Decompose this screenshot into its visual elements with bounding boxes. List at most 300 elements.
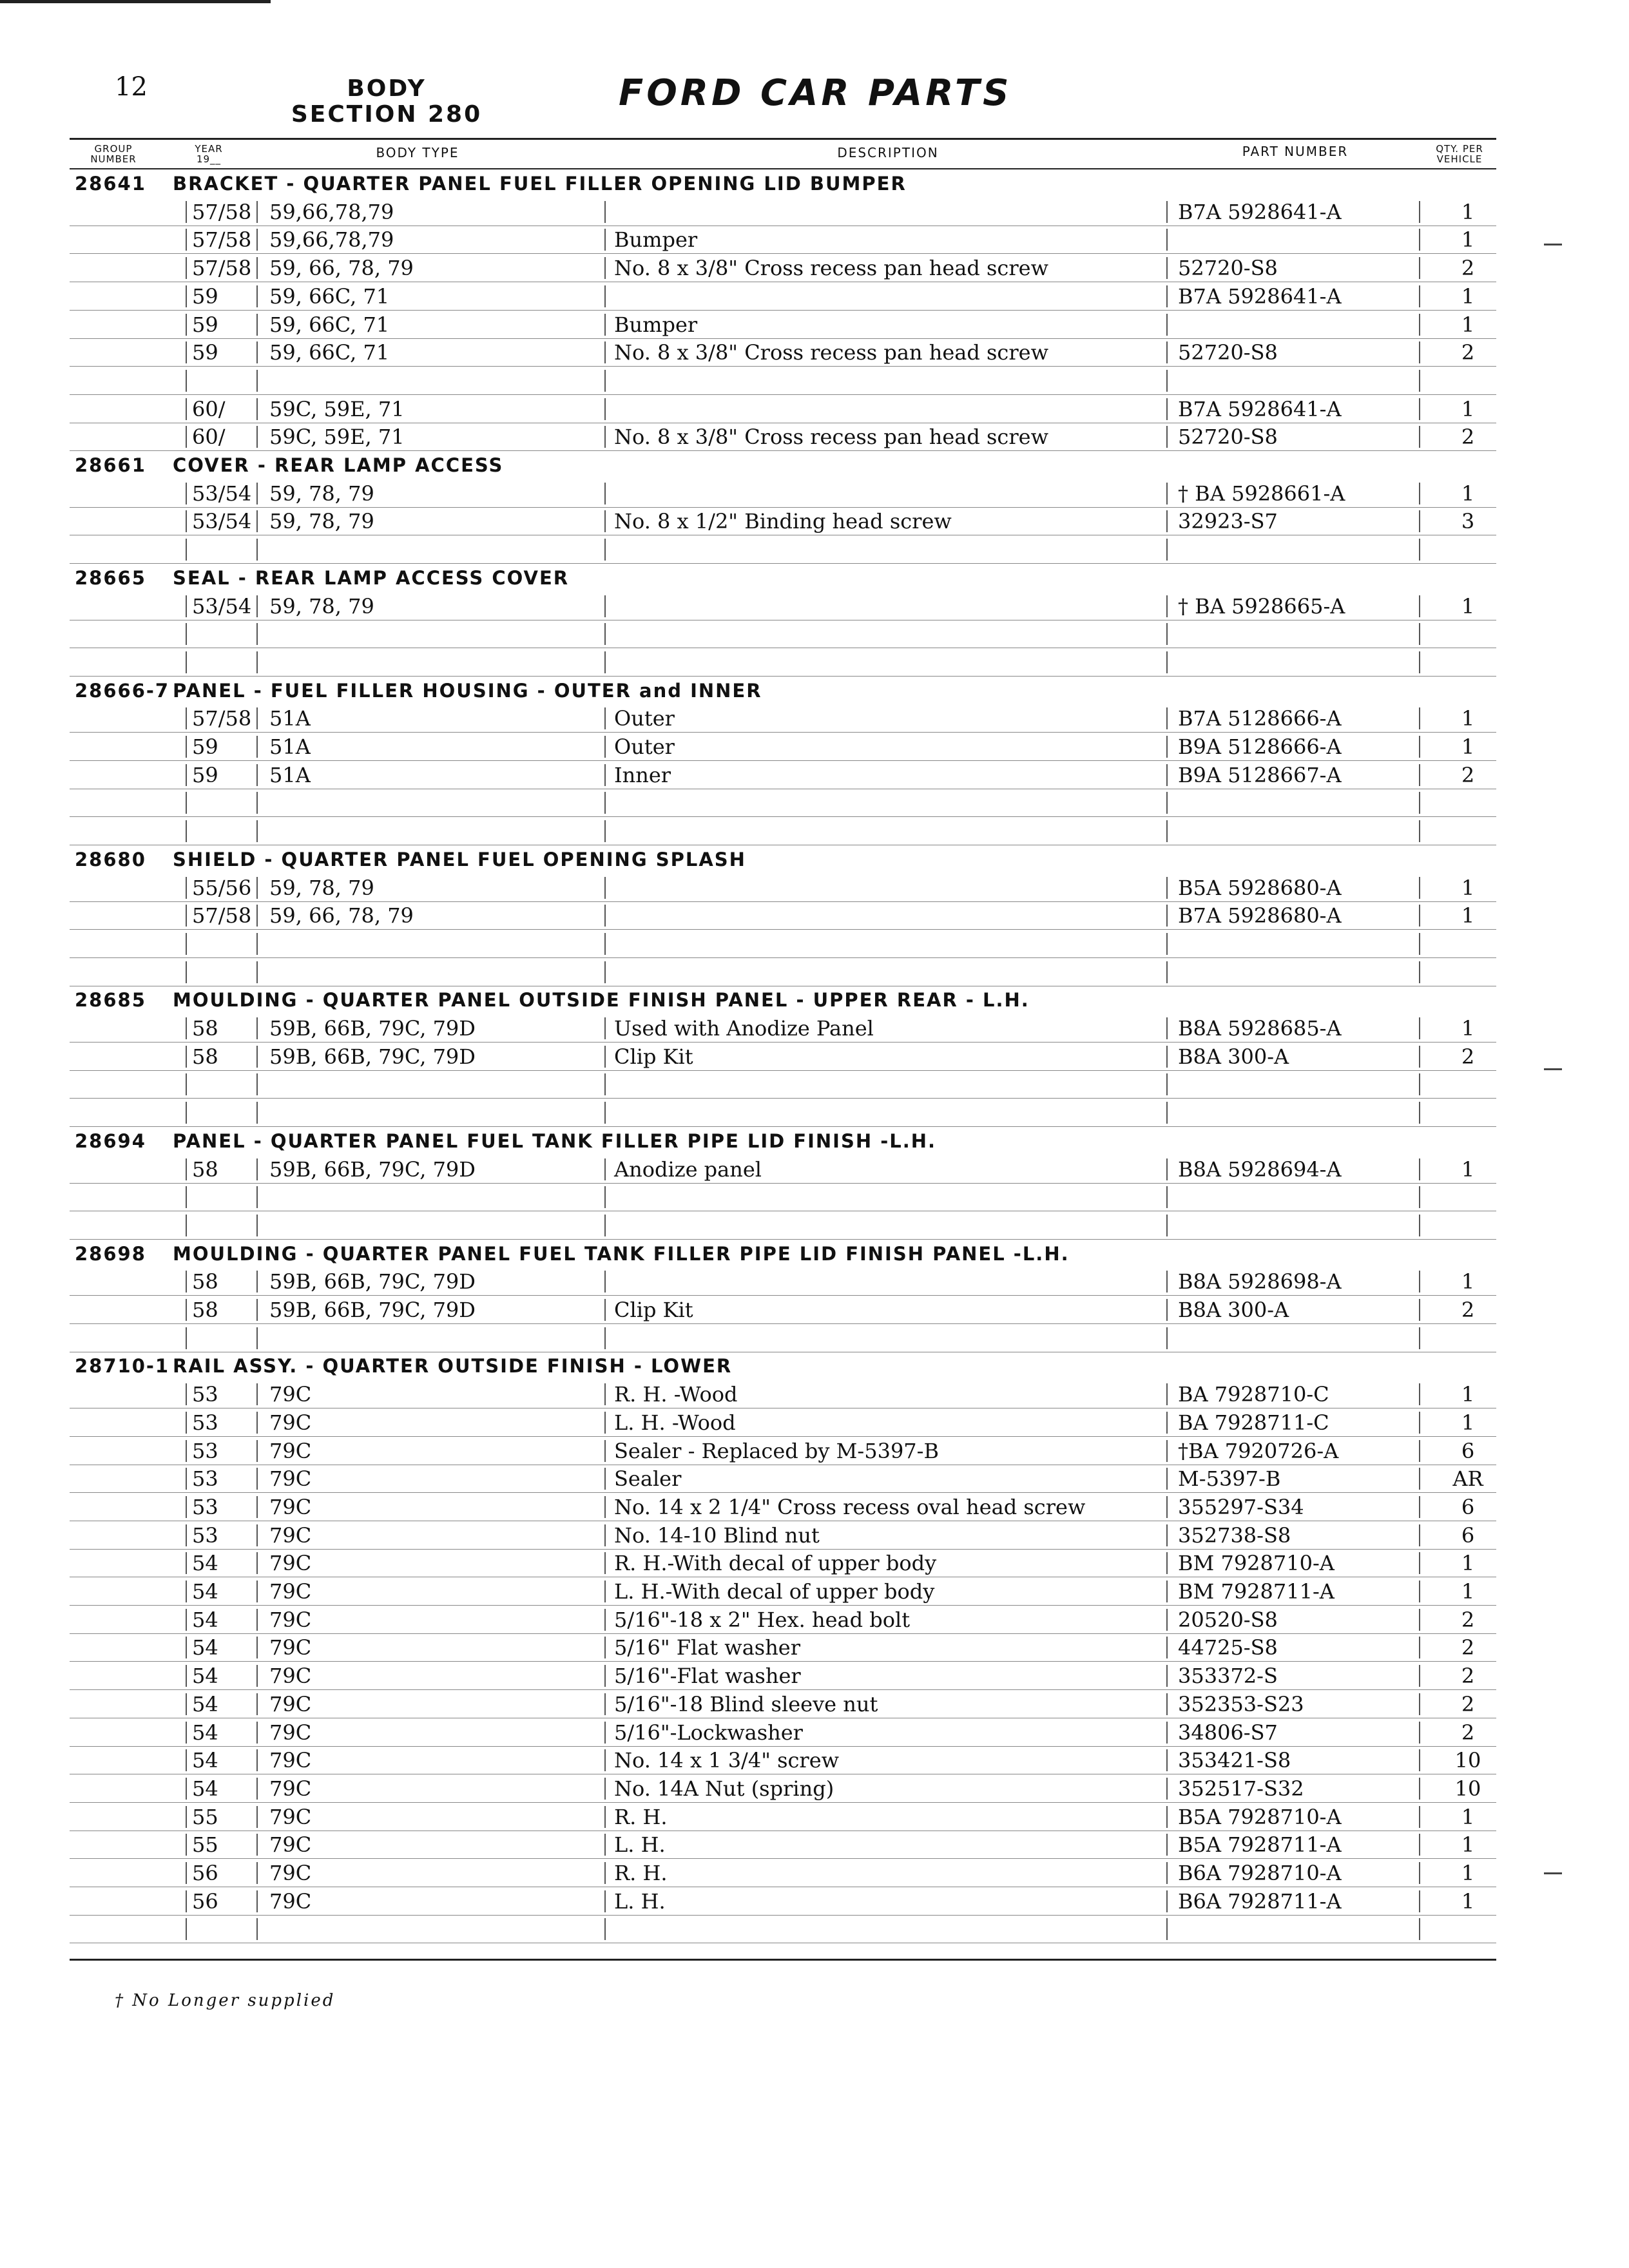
column-divider bbox=[1419, 398, 1420, 420]
column-divider bbox=[604, 1496, 606, 1518]
part-number-cell: M-5397-B bbox=[1178, 1466, 1281, 1492]
quantity-cell: 1 bbox=[1461, 706, 1475, 731]
description-cell: 5/16"-Flat washer bbox=[614, 1664, 801, 1689]
group-header-row bbox=[70, 676, 1496, 704]
column-divider bbox=[1166, 1890, 1168, 1912]
column-divider bbox=[604, 1806, 606, 1828]
body-type-cell: 79C bbox=[269, 1466, 312, 1492]
column-divider bbox=[1419, 764, 1420, 786]
column-divider bbox=[1166, 539, 1168, 561]
column-divider bbox=[1419, 229, 1420, 251]
group-title: COVER - REAR LAMP ACCESS bbox=[173, 454, 504, 476]
part-number-cell: BA 7928711-C bbox=[1178, 1410, 1329, 1435]
column-divider bbox=[604, 1158, 606, 1180]
quantity-cell: 1 bbox=[1461, 875, 1475, 900]
group-title: RAIL ASSY. - QUARTER OUTSIDE FINISH - LOWER bbox=[173, 1355, 733, 1378]
part-number-cell: 355297-S34 bbox=[1178, 1494, 1304, 1519]
column-divider bbox=[186, 1383, 187, 1405]
table-row bbox=[70, 1830, 1496, 1859]
body-type-cell: 59C, 59E, 71 bbox=[269, 425, 405, 450]
body-type-cell: 59, 78, 79 bbox=[269, 593, 374, 619]
column-divider bbox=[1166, 1722, 1168, 1744]
blank-row bbox=[70, 816, 1496, 845]
column-divider bbox=[604, 1524, 606, 1546]
column-divider bbox=[186, 792, 187, 814]
table-row bbox=[70, 1858, 1496, 1887]
column-divider bbox=[1166, 1496, 1168, 1518]
column-divider bbox=[1419, 1552, 1420, 1574]
column-divider bbox=[1166, 1073, 1168, 1095]
body-type-cell: 59,66,78,79 bbox=[269, 199, 394, 224]
column-divider bbox=[1419, 820, 1420, 842]
column-divider bbox=[604, 905, 606, 927]
column-divider bbox=[1419, 1693, 1420, 1715]
column-divider bbox=[256, 651, 258, 673]
column-divider bbox=[256, 229, 258, 251]
column-divider bbox=[186, 341, 187, 363]
column-divider bbox=[604, 1046, 606, 1068]
quantity-cell: 10 bbox=[1454, 1748, 1481, 1773]
column-divider bbox=[256, 483, 258, 505]
column-divider bbox=[1419, 1834, 1420, 1856]
margin-mark bbox=[1544, 1872, 1562, 1874]
part-number-cell: BM 7928710-A bbox=[1178, 1551, 1335, 1576]
table-row bbox=[70, 1689, 1496, 1718]
column-divider bbox=[256, 1412, 258, 1434]
column-divider bbox=[186, 539, 187, 561]
column-divider bbox=[186, 1778, 187, 1800]
quantity-cell: 1 bbox=[1461, 1551, 1475, 1576]
column-divider bbox=[256, 341, 258, 363]
table-row bbox=[70, 732, 1496, 761]
column-divider bbox=[256, 1665, 258, 1687]
column-divider bbox=[1419, 314, 1420, 336]
column-divider bbox=[256, 398, 258, 420]
column-divider bbox=[1166, 1327, 1168, 1349]
column-divider bbox=[1419, 1440, 1420, 1462]
group-number: 28710-1 bbox=[75, 1355, 170, 1378]
column-divider bbox=[1166, 1158, 1168, 1180]
column-divider bbox=[604, 1327, 606, 1349]
column-divider bbox=[256, 1468, 258, 1490]
column-divider bbox=[1419, 651, 1420, 673]
part-number-cell: B8A 5928698-A bbox=[1178, 1269, 1342, 1294]
column-divider bbox=[604, 1440, 606, 1462]
quantity-cell: AR bbox=[1452, 1466, 1483, 1492]
column-divider bbox=[186, 707, 187, 729]
year-cell: 53 bbox=[192, 1523, 218, 1548]
column-divider bbox=[604, 314, 606, 336]
column-divider bbox=[256, 510, 258, 532]
table-row bbox=[70, 1014, 1496, 1043]
description-cell: Clip Kit bbox=[614, 1298, 693, 1322]
column-divider bbox=[186, 1665, 187, 1687]
column-divider bbox=[186, 961, 187, 983]
body-type-cell: 79C bbox=[269, 1579, 312, 1604]
column-divider bbox=[1419, 1073, 1420, 1095]
column-divider bbox=[186, 510, 187, 532]
description-cell: No. 8 x 3/8" Cross recess pan head screw bbox=[614, 340, 1048, 365]
column-divider bbox=[1166, 1552, 1168, 1574]
body-type-cell: 79C bbox=[269, 1410, 312, 1435]
table-row bbox=[70, 1718, 1496, 1747]
column-divider bbox=[1166, 651, 1168, 673]
description-cell: Sealer - Replaced by M-5397-B bbox=[614, 1438, 939, 1463]
column-divider bbox=[1419, 1017, 1420, 1039]
column-divider bbox=[186, 1890, 187, 1912]
column-divider bbox=[604, 1722, 606, 1744]
group-title: MOULDING - QUARTER PANEL FUEL TANK FILLER PIPE LID FINISH PANEL -L.H. bbox=[173, 1242, 1070, 1265]
column-divider bbox=[256, 1890, 258, 1912]
group-number: 28698 bbox=[75, 1242, 146, 1265]
column-divider bbox=[256, 1186, 258, 1208]
part-number-cell: †BA 7920726-A bbox=[1178, 1438, 1339, 1463]
column-divider bbox=[604, 483, 606, 505]
column-divider bbox=[1166, 1665, 1168, 1687]
body-type-cell: 79C bbox=[269, 1635, 312, 1660]
table-row bbox=[70, 253, 1496, 282]
year-cell: 59 bbox=[192, 312, 218, 337]
quantity-cell: 1 bbox=[1461, 481, 1475, 506]
column-divider bbox=[1419, 285, 1420, 307]
description-cell: No. 14 x 1 3/4" screw bbox=[614, 1748, 840, 1773]
table-row bbox=[70, 338, 1496, 367]
column-divider bbox=[256, 1327, 258, 1349]
group-title: MOULDING - QUARTER PANEL OUTSIDE FINISH PANEL - UPPER REAR - L.H. bbox=[173, 989, 1030, 1012]
column-divider bbox=[1166, 1862, 1168, 1884]
column-divider bbox=[1419, 1665, 1420, 1687]
column-divider bbox=[1419, 201, 1420, 223]
column-divider bbox=[256, 1158, 258, 1180]
column-divider bbox=[1419, 1722, 1420, 1744]
column-divider bbox=[186, 1046, 187, 1068]
column-divider bbox=[604, 792, 606, 814]
description-cell: R. H. bbox=[614, 1861, 668, 1885]
year-cell: 54 bbox=[192, 1664, 218, 1689]
column-divider bbox=[1166, 595, 1168, 617]
part-number-cell: BM 7928711-A bbox=[1178, 1579, 1335, 1604]
column-divider bbox=[256, 314, 258, 336]
part-number-cell: B6A 7928711-A bbox=[1178, 1888, 1342, 1914]
column-divider bbox=[186, 201, 187, 223]
column-divider bbox=[1166, 1046, 1168, 1068]
blank-row bbox=[70, 1211, 1496, 1240]
description-cell: L. H. bbox=[614, 1832, 666, 1858]
column-divider bbox=[604, 1749, 606, 1771]
body-type-cell: 79C bbox=[269, 1382, 312, 1407]
description-cell: 5/16"-Lockwasher bbox=[614, 1720, 803, 1745]
description-cell: Bumper bbox=[614, 312, 698, 337]
column-divider bbox=[256, 1271, 258, 1293]
column-divider bbox=[186, 370, 187, 392]
quantity-cell: 2 bbox=[1461, 425, 1475, 450]
part-number-cell: 352353-S23 bbox=[1178, 1691, 1304, 1716]
group-header-row bbox=[70, 985, 1496, 1014]
body-label: BODY bbox=[347, 75, 427, 102]
blank-row bbox=[70, 1098, 1496, 1127]
blank-row bbox=[70, 1182, 1496, 1211]
column-divider bbox=[1419, 905, 1420, 927]
column-divider bbox=[256, 1722, 258, 1744]
column-divider bbox=[604, 1890, 606, 1912]
quantity-cell: 1 bbox=[1461, 1861, 1475, 1885]
column-divider bbox=[604, 1609, 606, 1631]
column-divider bbox=[186, 1693, 187, 1715]
part-number-cell: 352517-S32 bbox=[1178, 1776, 1304, 1801]
column-divider bbox=[1166, 1806, 1168, 1828]
column-divider bbox=[186, 1215, 187, 1236]
part-number-cell: 52720-S8 bbox=[1178, 256, 1278, 281]
year-cell: 59 bbox=[192, 340, 218, 365]
column-divider bbox=[1419, 877, 1420, 899]
column-divider bbox=[1419, 1890, 1420, 1912]
table-row bbox=[70, 901, 1496, 930]
column-divider bbox=[604, 1299, 606, 1321]
column-divider bbox=[256, 1524, 258, 1546]
column-divider bbox=[186, 1609, 187, 1631]
column-divider bbox=[1166, 764, 1168, 786]
column-divider bbox=[256, 1102, 258, 1124]
part-number-cell: 352738-S8 bbox=[1178, 1523, 1291, 1548]
column-divider bbox=[256, 1637, 258, 1658]
catalog-title: FORD CAR PARTS bbox=[619, 72, 1012, 114]
year-cell: 60/ bbox=[192, 425, 226, 450]
column-divider bbox=[1166, 426, 1168, 448]
column-divider bbox=[1166, 285, 1168, 307]
column-divider bbox=[186, 623, 187, 645]
table-row bbox=[70, 1605, 1496, 1634]
column-divider bbox=[1419, 483, 1420, 505]
column-divider bbox=[256, 1017, 258, 1039]
column-divider bbox=[256, 1581, 258, 1602]
quantity-cell: 10 bbox=[1454, 1776, 1481, 1801]
part-number-cell: 52720-S8 bbox=[1178, 340, 1278, 365]
column-divider bbox=[186, 1749, 187, 1771]
part-number-cell: 353421-S8 bbox=[1178, 1748, 1291, 1773]
column-divider bbox=[1166, 1918, 1168, 1940]
table-row bbox=[70, 1155, 1496, 1184]
column-divider bbox=[604, 1918, 606, 1940]
part-number-cell: † BA 5928665-A bbox=[1178, 593, 1345, 619]
body-type-cell: 79C bbox=[269, 1888, 312, 1914]
description-cell: L. H.-With decal of upper body bbox=[614, 1579, 935, 1604]
body-type-cell: 59, 78, 79 bbox=[269, 481, 374, 506]
column-divider bbox=[1166, 1440, 1168, 1462]
column-divider bbox=[1166, 229, 1168, 251]
group-number: 28641 bbox=[75, 173, 146, 195]
column-divider bbox=[604, 1186, 606, 1208]
column-divider bbox=[604, 933, 606, 955]
column-divider bbox=[1166, 820, 1168, 842]
column-divider bbox=[1166, 1609, 1168, 1631]
year-cell: 54 bbox=[192, 1776, 218, 1801]
table-row bbox=[70, 225, 1496, 254]
column-divider bbox=[604, 1468, 606, 1490]
quantity-cell: 1 bbox=[1461, 1016, 1475, 1041]
column-divider bbox=[1166, 1215, 1168, 1236]
table-row bbox=[70, 760, 1496, 789]
year-cell: 54 bbox=[192, 1720, 218, 1745]
column-divider bbox=[1419, 595, 1420, 617]
column-divider bbox=[1166, 1383, 1168, 1405]
col-qty: QTY. PER VEHICLE bbox=[1436, 143, 1483, 165]
column-divider bbox=[604, 707, 606, 729]
blank-row bbox=[70, 619, 1496, 648]
column-divider bbox=[1166, 370, 1168, 392]
column-divider bbox=[256, 1046, 258, 1068]
part-number-cell: B5A 7928711-A bbox=[1178, 1832, 1342, 1858]
column-divider bbox=[604, 285, 606, 307]
column-divider bbox=[186, 1637, 187, 1658]
column-divider bbox=[1419, 961, 1420, 983]
table-row bbox=[70, 1267, 1496, 1296]
quantity-cell: 2 bbox=[1461, 340, 1475, 365]
column-divider bbox=[604, 651, 606, 673]
part-number-cell: B7A 5928680-A bbox=[1178, 903, 1342, 928]
body-type-cell: 59, 66, 78, 79 bbox=[269, 256, 414, 281]
part-number-cell: B5A 5928680-A bbox=[1178, 875, 1342, 900]
column-divider bbox=[1419, 1383, 1420, 1405]
group-header-row bbox=[70, 1239, 1496, 1267]
column-divider bbox=[604, 1862, 606, 1884]
year-cell: 58 bbox=[192, 1269, 218, 1294]
column-divider bbox=[256, 1440, 258, 1462]
column-divider bbox=[256, 1749, 258, 1771]
column-divider bbox=[186, 764, 187, 786]
quantity-cell: 2 bbox=[1461, 1691, 1475, 1716]
quantity-cell: 1 bbox=[1461, 593, 1475, 619]
column-divider bbox=[1419, 1299, 1420, 1321]
table-row bbox=[70, 1577, 1496, 1606]
body-type-cell: 59C, 59E, 71 bbox=[269, 396, 405, 421]
col-part-number: PART NUMBER bbox=[1242, 144, 1349, 159]
column-divider bbox=[604, 1665, 606, 1687]
part-number-cell: B8A 5928685-A bbox=[1178, 1016, 1342, 1041]
column-divider bbox=[186, 1524, 187, 1546]
body-type-cell: 79C bbox=[269, 1691, 312, 1716]
column-divider bbox=[1419, 257, 1420, 279]
column-divider bbox=[186, 314, 187, 336]
table-row bbox=[70, 197, 1496, 226]
year-cell: 53/54 bbox=[192, 481, 252, 506]
part-number-cell: 32923-S7 bbox=[1178, 509, 1278, 534]
column-divider bbox=[186, 736, 187, 758]
quantity-cell: 1 bbox=[1461, 1579, 1475, 1604]
part-number-cell: B7A 5128666-A bbox=[1178, 706, 1342, 731]
column-divider bbox=[256, 426, 258, 448]
blank-row bbox=[70, 1070, 1496, 1099]
column-divider bbox=[1419, 341, 1420, 363]
column-divider bbox=[256, 1383, 258, 1405]
column-divider bbox=[1419, 426, 1420, 448]
column-divider bbox=[186, 483, 187, 505]
body-type-cell: 59B, 66B, 79C, 79D bbox=[269, 1044, 476, 1069]
table-row bbox=[70, 1464, 1496, 1493]
year-cell: 54 bbox=[192, 1607, 218, 1632]
column-divider bbox=[256, 792, 258, 814]
table-row bbox=[70, 1802, 1496, 1831]
column-divider bbox=[186, 1158, 187, 1180]
column-divider bbox=[1419, 1412, 1420, 1434]
page-number: 12 bbox=[115, 72, 148, 102]
year-cell: 53 bbox=[192, 1494, 218, 1519]
column-divider bbox=[1419, 1749, 1420, 1771]
column-divider bbox=[1166, 1186, 1168, 1208]
column-divider bbox=[256, 1806, 258, 1828]
description-cell: Anodize panel bbox=[614, 1157, 762, 1182]
column-divider bbox=[186, 820, 187, 842]
column-divider bbox=[1419, 1102, 1420, 1124]
column-divider bbox=[604, 1637, 606, 1658]
column-divider bbox=[604, 1552, 606, 1574]
column-divider bbox=[1419, 370, 1420, 392]
description-cell: Sealer bbox=[614, 1466, 682, 1492]
body-type-cell: 59, 78, 79 bbox=[269, 875, 374, 900]
body-type-cell: 79C bbox=[269, 1551, 312, 1576]
body-type-cell: 59, 78, 79 bbox=[269, 509, 374, 534]
description-cell: R. H.-With decal of upper body bbox=[614, 1551, 937, 1576]
quantity-cell: 2 bbox=[1461, 1298, 1475, 1322]
description-cell: 5/16" Flat washer bbox=[614, 1635, 801, 1660]
table-row bbox=[70, 1548, 1496, 1577]
column-divider bbox=[1166, 1412, 1168, 1434]
body-type-cell: 79C bbox=[269, 1776, 312, 1801]
column-divider bbox=[604, 1581, 606, 1602]
column-divider bbox=[256, 285, 258, 307]
year-cell: 55/56 bbox=[192, 875, 252, 900]
year-cell: 56 bbox=[192, 1861, 218, 1885]
description-cell: No. 8 x 1/2" Binding head screw bbox=[614, 509, 952, 534]
column-divider bbox=[1419, 1918, 1420, 1940]
description-cell: R. H. -Wood bbox=[614, 1382, 738, 1407]
quantity-cell: 2 bbox=[1461, 1635, 1475, 1660]
group-header-row bbox=[70, 1126, 1496, 1155]
column-divider bbox=[256, 905, 258, 927]
column-divider bbox=[1419, 1468, 1420, 1490]
group-number: 28661 bbox=[75, 454, 146, 476]
column-divider bbox=[1419, 1496, 1420, 1518]
body-type-cell: 79C bbox=[269, 1494, 312, 1519]
part-number-cell: B9A 5128666-A bbox=[1178, 735, 1342, 759]
group-title: PANEL - FUEL FILLER HOUSING - OUTER and INNER bbox=[173, 679, 762, 702]
column-divider bbox=[1166, 1271, 1168, 1293]
quantity-cell: 1 bbox=[1461, 1888, 1475, 1914]
body-type-cell: 59, 66, 78, 79 bbox=[269, 903, 414, 928]
blank-row bbox=[70, 366, 1496, 395]
column-divider bbox=[604, 1102, 606, 1124]
group-header-row bbox=[70, 563, 1496, 591]
year-cell: 53/54 bbox=[192, 593, 252, 619]
blank-row bbox=[70, 1323, 1496, 1352]
column-divider bbox=[186, 1186, 187, 1208]
column-divider bbox=[186, 1299, 187, 1321]
column-divider bbox=[186, 1834, 187, 1856]
description-cell: Inner bbox=[614, 762, 671, 787]
column-divider bbox=[1166, 341, 1168, 363]
year-cell: 54 bbox=[192, 1748, 218, 1773]
column-divider bbox=[256, 1496, 258, 1518]
column-divider bbox=[256, 1215, 258, 1236]
body-type-cell: 59, 66C, 71 bbox=[269, 312, 390, 337]
column-divider bbox=[1419, 510, 1420, 532]
table-row bbox=[70, 394, 1496, 423]
column-divider bbox=[186, 1581, 187, 1602]
group-title: BRACKET - QUARTER PANEL FUEL FILLER OPENING LID BUMPER bbox=[173, 173, 907, 195]
column-divider bbox=[1166, 707, 1168, 729]
blank-row bbox=[70, 788, 1496, 817]
column-divider bbox=[1166, 398, 1168, 420]
description-cell: No. 14A Nut (spring) bbox=[614, 1776, 834, 1801]
